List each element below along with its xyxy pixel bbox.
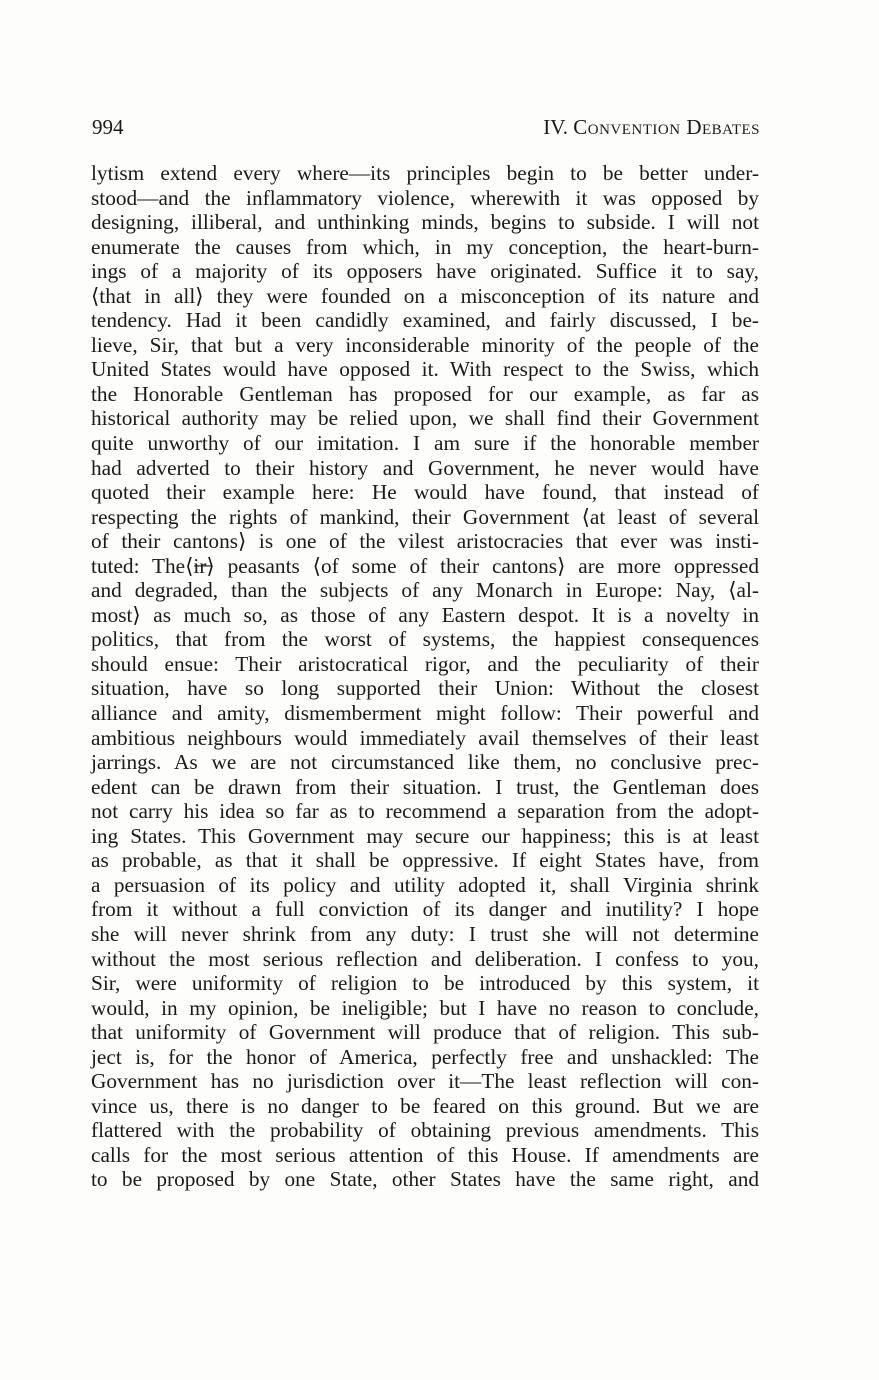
- text-line: tuted: The⟨i̶r̶⟩ peasants ⟨of some of their cantons⟩ are more oppressed: [91, 553, 759, 578]
- text-line: had adverted to their history and Government, he never would have: [91, 455, 759, 480]
- text-line: ings of a majority of its opposers have originated. Suffice it to say,: [91, 259, 759, 284]
- text-line: to be proposed by one State, other States have the same right, and: [91, 1167, 759, 1192]
- text-line: calls for the most serious attention of this House. If amendments are: [91, 1142, 759, 1167]
- text-line: without the most serious reflection and deliberation. I confess to you,: [91, 946, 759, 971]
- text-line: she will never shrink from any duty: I trust she will not determine: [91, 921, 759, 946]
- text-line: Government has no jurisdiction over it—The least reflection will con-: [91, 1069, 759, 1094]
- text-line: enumerate the causes from which, in my conception, the heart-burn-: [91, 234, 759, 259]
- text-line: situation, have so long supported their Union: Without the closest: [91, 676, 759, 701]
- text-line: flattered with the probability of obtaining previous amendments. This: [91, 1118, 759, 1143]
- text-line: quite unworthy of our imitation. I am sure if the honorable member: [91, 431, 759, 456]
- text-line: would, in my opinion, be ineligible; but I have no reason to conclude,: [91, 995, 759, 1020]
- section-title: [543, 112, 760, 142]
- text-line: ambitious neighbours would immediately avail themselves of their least: [91, 725, 759, 750]
- running-head: [92, 112, 760, 142]
- text-line: stood—and the inflammatory violence, wherewith it was opposed by: [91, 185, 759, 210]
- body-text: [91, 161, 759, 1192]
- text-line: historical authority may be relied upon, we shall find their Government: [91, 406, 759, 431]
- page-number: 994: [92, 115, 124, 139]
- text-line: the Honorable Gentleman has proposed for our example, as far as: [91, 381, 759, 406]
- text-line: lytism extend every where—its principles begin to be better under-: [91, 161, 759, 185]
- text-line: that uniformity of Government will produce that of religion. This sub-: [91, 1020, 759, 1045]
- text-line: alliance and amity, dismemberment might follow: Their powerful and: [91, 701, 759, 726]
- text-line: lieve, Sir, that but a very inconsiderable minority of the people of the: [91, 332, 759, 357]
- text-line: jarrings. As we are not circumstanced like them, no conclusive prec-: [91, 750, 759, 775]
- text-line: ⟨that in all⟩ they were founded on a misconception of its nature and: [91, 283, 759, 308]
- text-line: of their cantons⟩ is one of the vilest aristocracies that ever was insti-: [91, 529, 759, 554]
- text-line: quoted their example here: He would have found, that instead of: [91, 480, 759, 505]
- text-line: designing, illiberal, and unthinking minds, begins to subside. I will not: [91, 210, 759, 235]
- text-line: Sir, were uniformity of religion to be introduced by this system, it: [91, 971, 759, 996]
- text-line: not carry his idea so far as to recommend a separation from the adopt-: [91, 799, 759, 824]
- text-line: vince us, there is no danger to be feared on this ground. But we are: [91, 1093, 759, 1118]
- text-line: tendency. Had it been candidly examined, and fairly discussed, I be-: [91, 308, 759, 333]
- section-title-rest: Convention Debates: [573, 115, 760, 139]
- text-line: politics, that from the worst of systems, the happiest consequences: [91, 627, 759, 652]
- text-line: most⟩ as much so, as those of any Eastern despot. It is a novelty in: [91, 602, 759, 627]
- text-line: as probable, as that it shall be oppressive. If eight States have, from: [91, 848, 759, 873]
- text-line: respecting the rights of mankind, their Government ⟨at least of several: [91, 504, 759, 529]
- text-line: United States would have opposed it. With respect to the Swiss, which: [91, 357, 759, 382]
- text-line: ing States. This Government may secure our happiness; this is at least: [91, 823, 759, 848]
- text-line: ject is, for the honor of America, perfectly free and unshackled: The: [91, 1044, 759, 1069]
- text-line: edent can be drawn from their situation. I trust, the Gentleman does: [91, 774, 759, 799]
- section-title-lead: IV.: [543, 115, 574, 139]
- text-line: from it without a full conviction of its danger and inutility? I hope: [91, 897, 759, 922]
- text-line: a persuasion of its policy and utility adopted it, shall Virginia shrink: [91, 872, 759, 897]
- text-line: and degraded, than the subjects of any Monarch in Europe: Nay, ⟨al-: [91, 578, 759, 603]
- text-line: should ensue: Their aristocratical rigor, and the peculiarity of their: [91, 651, 759, 676]
